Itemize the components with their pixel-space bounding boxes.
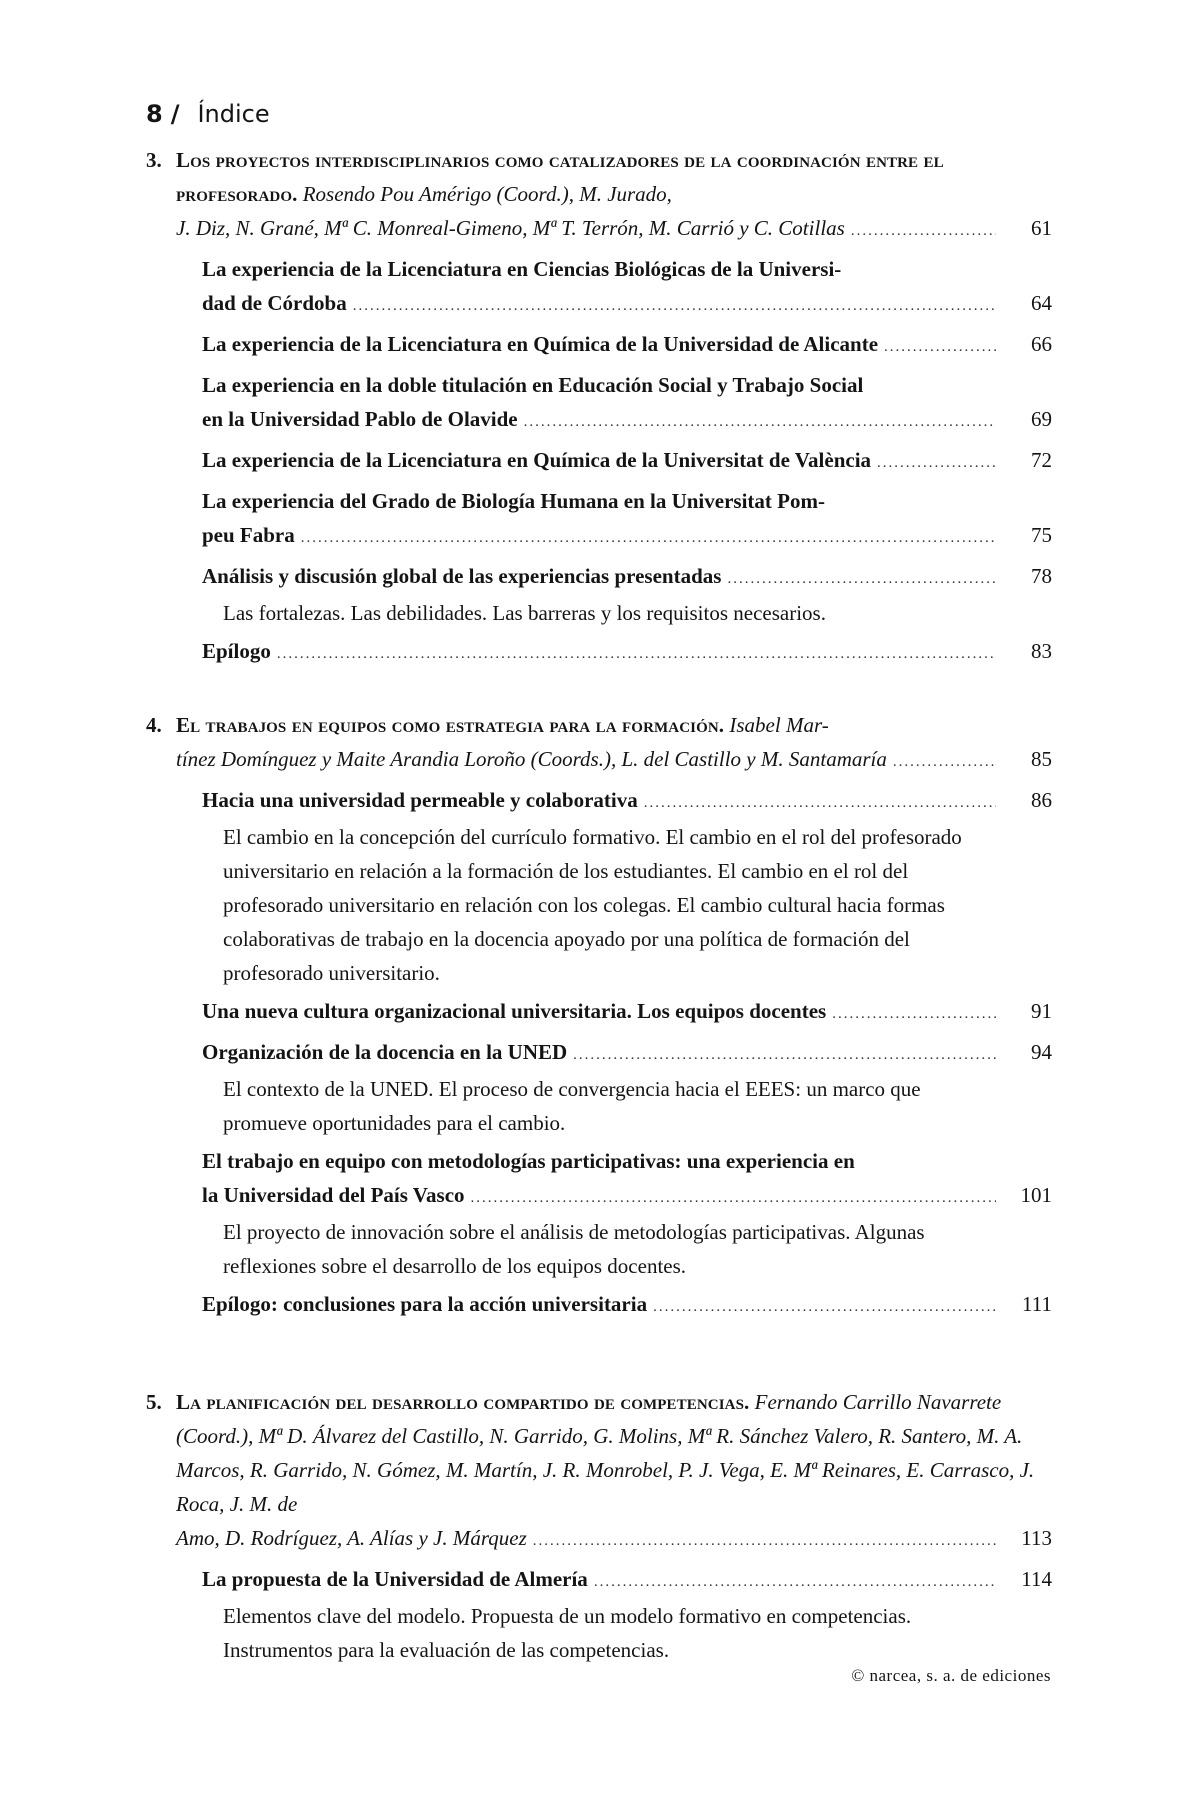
chapter-number: 4. (146, 713, 162, 737)
section-page: 78 (1031, 564, 1052, 588)
section-description: Elementos clave del modelo. Propuesta de un modelo formativo en competencias. Instrumentos para la evaluación de las competencias. (223, 1604, 912, 1662)
section-title-lead: La experiencia del Grado de Biología Humana en la Universitat Pom- (202, 489, 825, 513)
section-entry (202, 634, 1052, 671)
chapter-authors-tail: J. Diz, N. Grané, Mª C. Monreal-Gimeno, Mª T. Terrón, M. Carrió y C. Cotillas (176, 216, 845, 240)
section-page: 69 (1031, 407, 1052, 431)
chapter-authors-lead: Fernando Carrillo Navarrete (Coord.), Mª D. Álvarez del Castillo, N. Garrido, G. Molins, Mª R. Sánchez Valero, R. Santero, M. A. Marcos, R. Garrido, N. Gómez, M. Martín, J. R. Monrobel, P. J. Vega, E. Mª Reinares, E. Carrasco, J. Roca, J. M. de (176, 1390, 1035, 1516)
section-title: peu Fabra (202, 523, 295, 547)
dot-leader (644, 786, 996, 820)
section-title: Hacia una universidad permeable y colaborativa (202, 788, 638, 812)
section-title: La propuesta de la Universidad de Almería (202, 1567, 588, 1591)
chapter-page: 85 (1031, 747, 1052, 771)
section-title: Análisis y discusión global de las experiencias presentadas (202, 564, 722, 588)
dot-leader (524, 405, 996, 439)
chapter-authors-lead: Isabel Mar- (729, 713, 829, 737)
section-entry (202, 1287, 1052, 1324)
section-title-lead: La experiencia en la doble titulación en Educación Social y Trabajo Social (202, 373, 864, 397)
section-entry (202, 252, 1052, 323)
section-title-lead: La experiencia de la Licenciatura en Ciencias Biológicas de la Universi- (202, 257, 842, 281)
dot-leader (573, 1038, 996, 1072)
chapter-authors-lead: Rosendo Pou Amérigo (Coord.), M. Jurado, (302, 182, 672, 206)
section-entry (202, 443, 1052, 480)
dot-leader (353, 289, 996, 323)
chapter-page: 113 (1021, 1526, 1052, 1550)
dot-leader (884, 330, 996, 364)
chapter-authors-tail: Amo, D. Rodríguez, A. Alías y J. Márquez (176, 1526, 527, 1550)
section-entry (202, 1144, 1052, 1283)
dot-leader (653, 1290, 996, 1324)
section-entry (202, 1562, 1052, 1667)
dot-leader (893, 745, 996, 779)
header-title: Índice (197, 100, 270, 128)
chapter-entry-line (176, 211, 1052, 248)
chapter-number: 5. (146, 1390, 162, 1414)
section-title: en la Universidad Pablo de Olavide (202, 407, 518, 431)
chapter-number: 3. (146, 148, 162, 172)
section-entry (202, 783, 1052, 990)
section-entry (202, 368, 1052, 439)
chapter-4 (146, 708, 1052, 1324)
section-page: 114 (1021, 1567, 1052, 1591)
chapter-heading (176, 708, 1052, 742)
section-title: Organización de la docencia en la UNED (202, 1040, 568, 1064)
section-description: El cambio en la concepción del currículo formativo. El cambio en el rol del profesorado universitario en relación a la formación de los estudiantes. El cambio en el rol del profesorado universitario en relación con los colegas. El cambio cultural hacia formas colaborativas de trabajo en la docencia apoyado por una política de formación del profesorado universitario. (223, 825, 962, 985)
section-page: 66 (1031, 332, 1052, 356)
section-page: 64 (1031, 291, 1052, 315)
section-list (202, 252, 1052, 671)
section-page: 111 (1022, 1292, 1052, 1316)
dot-leader (851, 214, 996, 248)
section-entry (202, 559, 1052, 630)
header-separator: / (170, 100, 180, 128)
section-list (202, 1562, 1052, 1667)
publisher-footer: © narcea, s. a. de ediciones (851, 1666, 1051, 1685)
section-title: la Universidad del País Vasco (202, 1183, 465, 1207)
chapter-heading (176, 143, 1052, 211)
chapter-page: 61 (1031, 216, 1052, 240)
running-header (146, 100, 270, 128)
section-title: Epílogo (202, 639, 271, 663)
dot-leader (727, 562, 996, 596)
chapter-heading (176, 1385, 1052, 1521)
section-page: 94 (1031, 1040, 1052, 1064)
dot-leader (594, 1565, 996, 1599)
section-description: Las fortalezas. Las debilidades. Las barreras y los requisitos necesarios. (223, 601, 826, 625)
section-page: 86 (1031, 788, 1052, 812)
section-page: 101 (1020, 1183, 1052, 1207)
section-entry (202, 1035, 1052, 1140)
chapter-title: Los proyectos interdisciplinarios como catalizadores de la coordinación entre el profesorado. (176, 148, 944, 206)
dot-leader (471, 1181, 996, 1215)
section-title-lead: El trabajo en equipo con metodologías participativas: una experiencia en (202, 1149, 855, 1173)
section-entry (202, 484, 1052, 555)
chapter-title: La planificación del desarrollo compartido de competencias. (176, 1390, 750, 1414)
section-title: dad de Córdoba (202, 291, 347, 315)
chapter-authors-tail: tínez Domínguez y Maite Arandia Loroño (Coords.), L. del Castillo y M. Santamaría (176, 747, 887, 771)
chapter-entry-line (176, 1521, 1052, 1558)
page-number: 8 (146, 100, 163, 128)
section-page: 75 (1031, 523, 1052, 547)
section-page: 83 (1031, 639, 1052, 663)
section-title: Epílogo: conclusiones para la acción universitaria (202, 1292, 648, 1316)
dot-leader (301, 521, 996, 555)
chapter-title: El trabajos en equipos como estrategia para la formación. (176, 713, 725, 737)
section-page: 72 (1031, 448, 1052, 472)
section-title: La experiencia de la Licenciatura en Química de la Universidad de Alicante (202, 332, 879, 356)
section-page: 91 (1031, 999, 1052, 1023)
section-description: El contexto de la UNED. El proceso de convergencia hacia el EEES: un marco que promueve oportunidades para el cambio. (223, 1077, 921, 1135)
chapter-3 (146, 143, 1052, 671)
dot-leader (877, 446, 996, 480)
section-list (202, 783, 1052, 1324)
section-entry (202, 994, 1052, 1031)
dot-leader (832, 997, 996, 1031)
chapter-entry-line (176, 742, 1052, 779)
section-entry (202, 327, 1052, 364)
chapter-5 (146, 1385, 1052, 1667)
section-title: Una nueva cultura organizacional universitaria. Los equipos docentes (202, 999, 827, 1023)
section-description: El proyecto de innovación sobre el análisis de metodologías participativas. Algunas reflexiones sobre el desarrollo de los equipos docentes. (223, 1220, 925, 1278)
dot-leader (277, 637, 996, 671)
section-title: La experiencia de la Licenciatura en Química de la Universitat de València (202, 448, 872, 472)
dot-leader (533, 1524, 996, 1558)
